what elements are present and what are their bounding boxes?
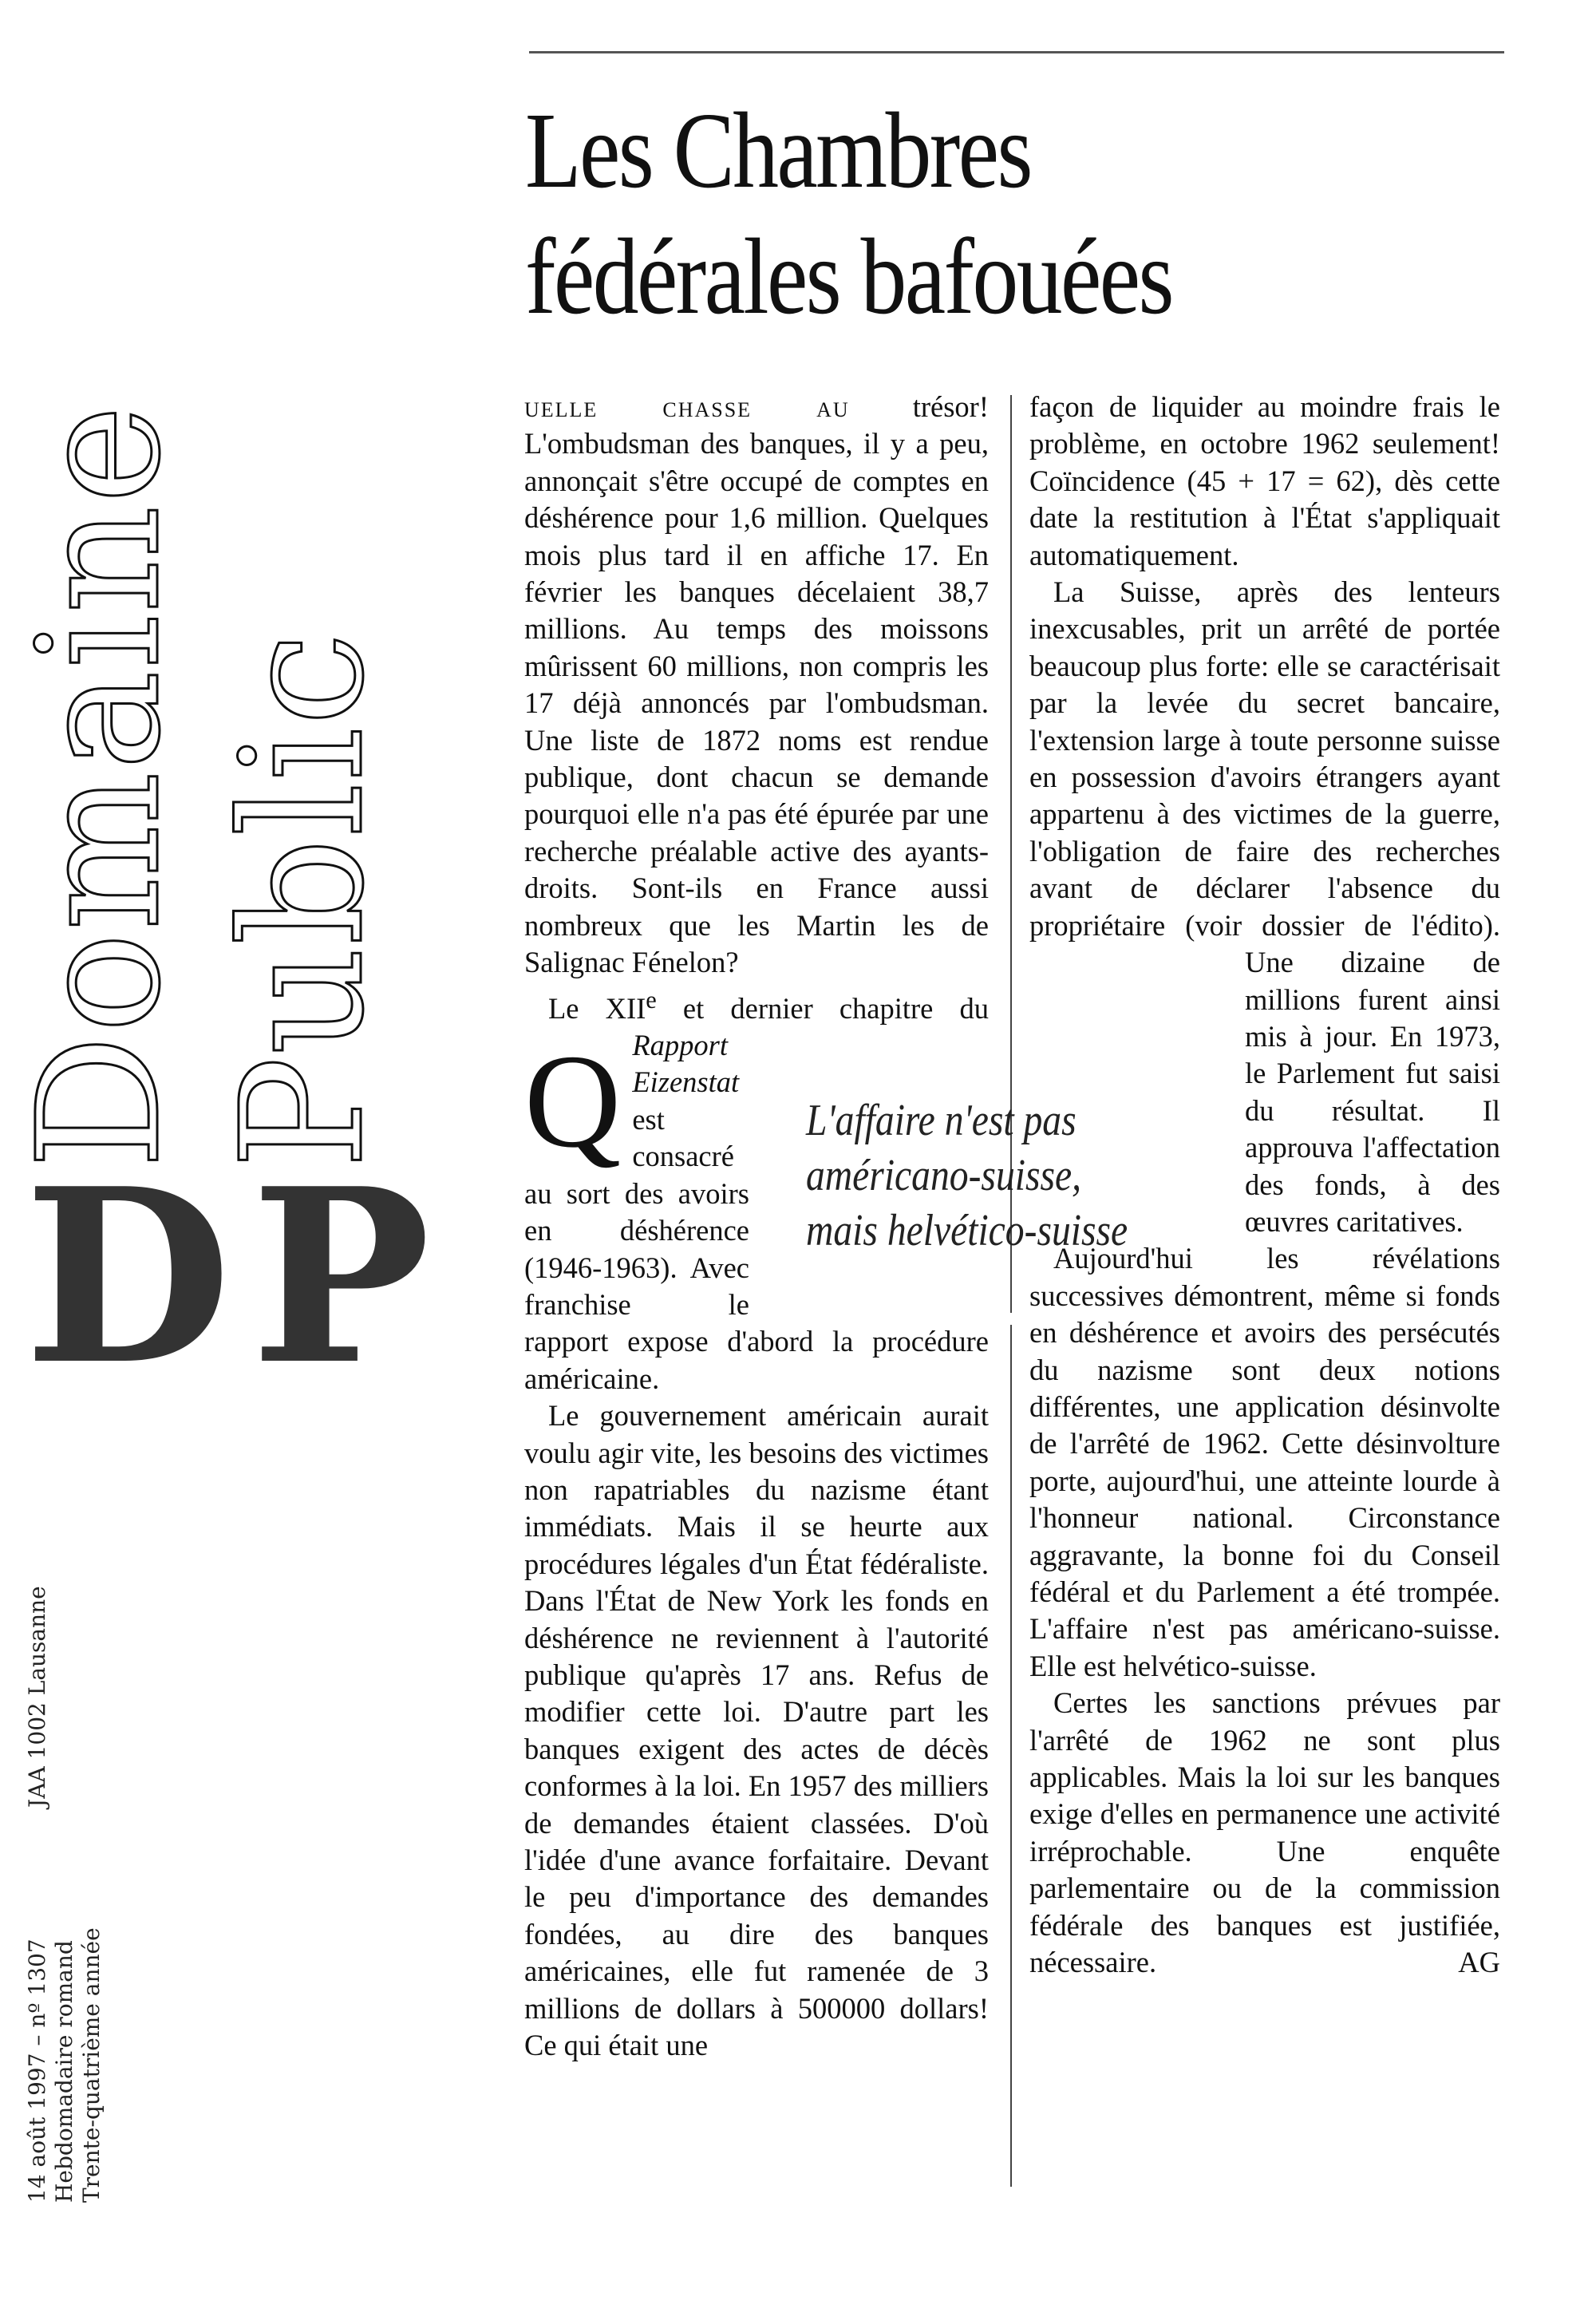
masthead-domaine: Domaine [2,403,197,1169]
paragraph-1-text: trésor! L'ombudsman des banques, il y a peu, annonçait s'être occupé de comptes en déshérence pour 1,6 million. Quelques mois plus tard il en affiche 17. En février les banques décelaient 38,7 millions. Au temps des moissons mûrissent 60 millions, non compris les 17 déjà annoncés par l'ombudsman. Une liste de 1872 noms est rendue publique, dont chacun se demande pourquoi elle n'a pas été épurée par une recherche préalable active des ayants-droits. Sont-ils en France aussi nombreux que les Martin les de Salignac Fénelon? [524,390,989,979]
p2-report-title: Rapport Eizenstat [632,1029,740,1099]
c2-paragraph-2: La Suisse, après des lenteurs inexcusables, prit un arrêté de portée beaucoup plus forte: elle se caractérisait par la levée du secret bancaire, l'extension large à toute personne suisse en possession d'avoirs étrangers ayant appartenu à des victimes de la guerre, l'obligation de faire des recherches avant de déclarer l'absence du propriétaire (voir dossier de l'édito). Une dizaine de millions furent ainsi mis à jour. En 1973, le Parlement fut saisi du résultat. Il approuva l'affectation des fonds, à des œuvres caritatives. [1029,575,1500,1238]
c2-p4-text: Certes les sanctions prévues par l'arrêté de 1962 ne sont plus applicables. Mais la loi sur les banques exige d'elles en permanence une activité irréprochable. Une enquête parlementaire ou de la commission fédérale des banques est justifiée, nécessaire. [1029,1686,1500,1979]
c2-paragraph-1: façon de liquider au moindre frais le problème, en octobre 1962 seulement! Coïncidence (45 + 17 = 62), dès cette date la restitution à l'État s'appliquait automatiquement. [1029,390,1500,571]
initial-p: P [251,1136,426,1417]
title-line-1: Les Chambres [525,91,1031,211]
initial-d: D [24,1136,227,1417]
paragraph-3: Le gouvernement américain aurait voulu agir vite, les besoins des victimes non rapatriables du nazisme étant immédiats. Mais il se heurte aux procédures légales d'un État fédéraliste. Dans l'État de New York les fonds en déshérence ne reviennent à l'autorité publique qu'après 17 ans. Refus de modifier cette loi. D'autre part les banques exigent des actes de décès conformes à la loi. En 1957 des milliers de demandes étaient classées. D'où l'idée d'une avance forfaitaire. Devant le peu d'importance des demandes fondées, au dire des banques américaines, elle fut ramenée de 3 millions de dollars à 500000 dollars! Ce qui était une [524,1399,989,2062]
article-title [525,88,1366,340]
pull-quote [806,1093,1159,1259]
masthead-public: Public [205,630,401,1169]
postal-code: JAA 1002 Lausanne [24,1586,50,1808]
title-line-2: fédérales bafouées [525,217,1172,337]
p2-text-c: est consacré au sort des avoirs en déshérence (1946-1963). Avec franchise le rapport expose d'abord la procédure américaine. [524,1102,989,1395]
c2-paragraph-3: Aujourd'hui les révélations successives démontrent, même si fonds en déshérence et avoirs des persécutés du nazisme sont deux notions différentes, une application désinvolte de l'arrêté de 1962. Cette désinvolture porte, aujourd'hui, une atteinte lourde à l'honneur national. Circonstance aggravante, la bonne foi du Conseil fédéral et du Parlement a été trompée. L'affaire n'est pas américano-suisse. Elle est helvético-suisse. [1029,1242,1500,1682]
lead-smallcaps: uelle chasse au [524,390,850,423]
p2-superscript: e [646,986,657,1014]
author-signature: AG [1458,1946,1500,1979]
p2-text-b: et dernier chapitre du [656,991,990,1025]
issue-info [24,1927,105,2203]
pull-quote-line-3: mais helvético-suisse [806,1206,1128,1255]
top-rule [529,51,1504,53]
issue-year: Trente-quatrième année [78,1927,105,2203]
pull-quote-line-1: L'affaire n'est pas [806,1096,1077,1145]
issue-date-number: 14 août 1997 – nº 1307 [24,1939,50,2203]
column-rule-bottom [1010,1325,1012,2187]
issue-frequency: Hebdomadaire romand [51,1940,77,2203]
drop-cap: Q [524,1027,622,1176]
c2-paragraph-4 [1029,1685,1500,1981]
p2-text-a: Le XII [548,991,646,1025]
masthead-initials [24,1136,426,1417]
pull-quote-line-2: américano-suisse, [806,1151,1082,1200]
